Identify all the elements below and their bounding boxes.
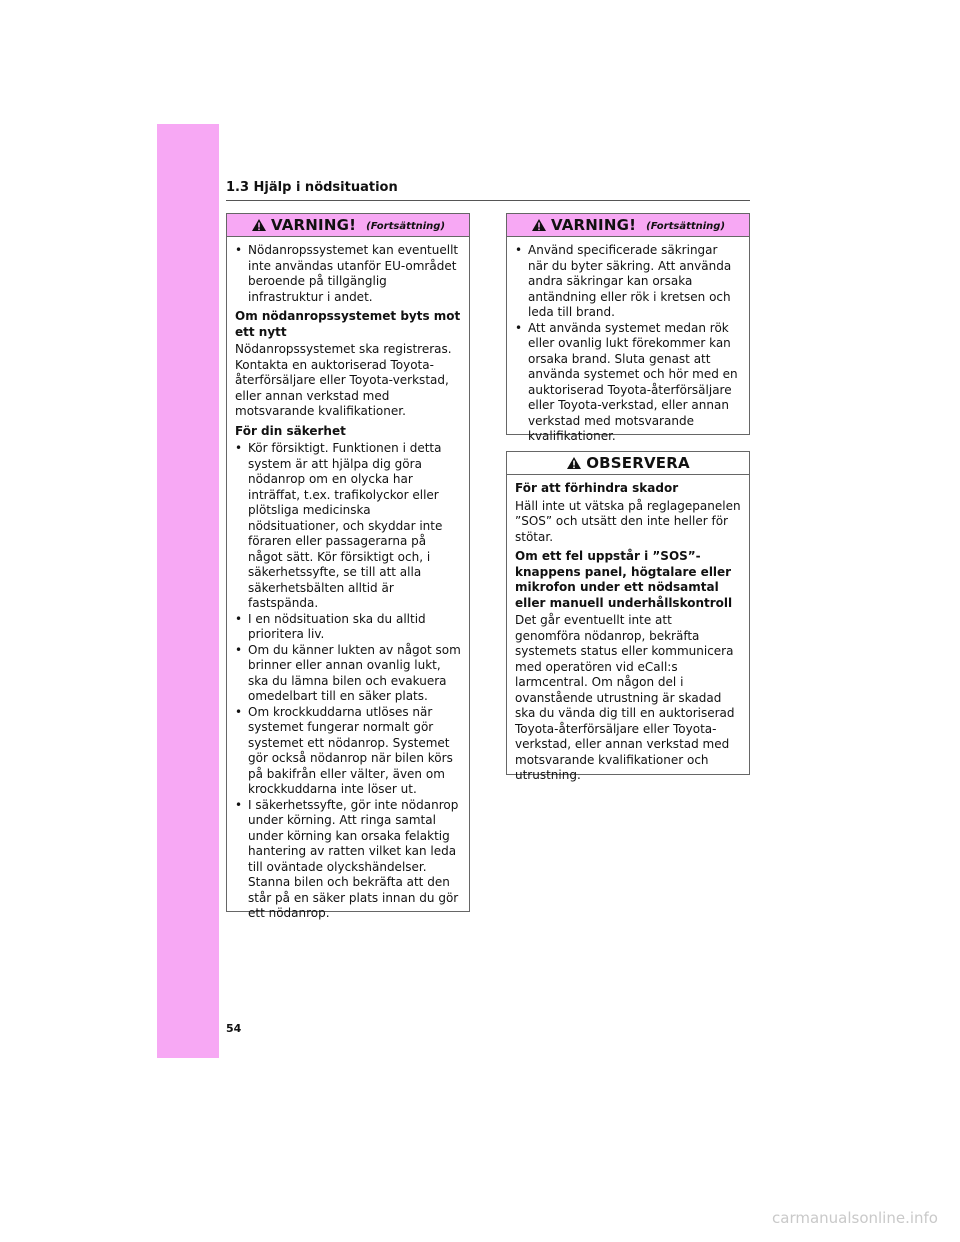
subheading: Om ett fel uppstår i ”SOS”-knappens panel, högtalare eller mikrofon under ett nödsamtal eller manuell underhållskontroll: [515, 549, 733, 610]
subheading: Om nödanropssystemet byts mot ett nytt: [235, 309, 461, 339]
notice-box: [506, 451, 750, 782]
warning-triangle-icon: [531, 218, 547, 232]
bullet-item: • Kör försiktigt. Funktionen i detta system är att hjälpa dig göra nödanrop om en olycka har inträffat, t.ex. trafikolyckor eller plötsliga medicinska nödsituationer, och skyddar inte föraren eller passagerarna på något sätt. Kör försiktigt och, i säkerhetssyfte, se till att alla säkerhetsbälten alltid är fastspända.: [235, 441, 461, 612]
warning-header: [507, 214, 749, 237]
bullet-item: • Om du känner lukten av något som brinner eller annan ovanlig lukt, ska du lämna bilen och evakuera omedelbart till en säker plats.: [235, 643, 461, 705]
bullet-list: [515, 243, 741, 445]
warning-triangle-icon: [566, 456, 582, 470]
notice-body: [507, 475, 749, 796]
subheading: För din säkerhet: [235, 423, 346, 438]
notice-header: [507, 452, 749, 475]
bullet-item: • Nödanropssystemet kan eventuellt inte användas utanför EU-området beroende på tillgänglig infrastruktur i andet.: [235, 243, 461, 305]
bullet-list: [235, 243, 461, 305]
page-number: 54: [226, 1022, 242, 1035]
section-header: [226, 178, 750, 201]
bullet-list: [235, 441, 461, 922]
warning-title: VARNING!: [270, 216, 357, 234]
warning-body: [227, 237, 469, 934]
bullet-item: • Att använda systemet medan rök eller ovanlig lukt förekommer kan orsaka brand. Sluta genast att använda systemet och hör med en auktoriserad Toyota-återförsäljare eller Toyota-verkstad, eller annan verkstad med motsvarande kvalifikationer.: [515, 321, 741, 445]
bullet-item: • I en nödsituation ska du alltid prioritera liv.: [235, 612, 461, 643]
warning-box-left: [226, 213, 470, 920]
paragraph: Det går eventuellt inte att genomföra nödanrop, bekräfta systemets status eller kommunicera med operatören vid eCall:s larmcentral. Om någon del i ovanstående utrustning är skadad ska du vända dig till en auktoriserad Toyota-återförsäljare eller Toyota-verkstad, eller annan verkstad med motsvarande kvalifikationer och utrustning.: [515, 613, 735, 782]
watermark: carmanualsonline.info: [772, 1209, 938, 1227]
warning-body: [507, 237, 749, 457]
bullet-item: • Använd specificerade säkringar när du byter säkring. Att använda andra säkringar kan orsaka antändning eller rök i kretsen och leda till brand.: [515, 243, 741, 321]
warning-triangle-icon: [251, 218, 267, 232]
paragraph: Nödanropssystemet ska registreras. Kontakta en auktoriserad Toyota-återförsäljare eller Toyota-verkstad, eller annan verkstad med motsvarande kvalifikationer.: [235, 342, 452, 418]
bullet-item: • I säkerhetssyfte, gör inte nödanrop under körning. Att ringa samtal under körning kan orsaka felaktig hantering av ratten vilket kan leda till oväntade olyckshändelser. Stanna bilen och bekräfta att den står på en säker plats innan du gör ett nödanrop.: [235, 798, 461, 922]
bullet-item: • Om krockkuddarna utlöses när systemet fungerar normalt gör systemet ett nödanrop. Systemet gör också nödanrop när bilen körs på bakifrån eller välter, även om krockkuddarna inte löser ut.: [235, 705, 461, 798]
subheading: För att förhindra skador: [515, 481, 679, 495]
warning-subtitle: (Fortsättning): [366, 221, 446, 232]
paragraph: Häll inte ut vätska på reglagepanelen ”SOS” och utsätt den inte heller för stötar.: [515, 498, 741, 544]
warning-header: [227, 214, 469, 237]
side-color-strip: [157, 124, 219, 1058]
warning-title: VARNING!: [550, 216, 637, 234]
warning-box-right: [506, 213, 750, 443]
section-title: 1.3 Hjälp i nödsituation: [226, 180, 398, 195]
warning-subtitle: (Fortsättning): [646, 221, 726, 232]
notice-title: OBSERVERA: [586, 454, 690, 472]
